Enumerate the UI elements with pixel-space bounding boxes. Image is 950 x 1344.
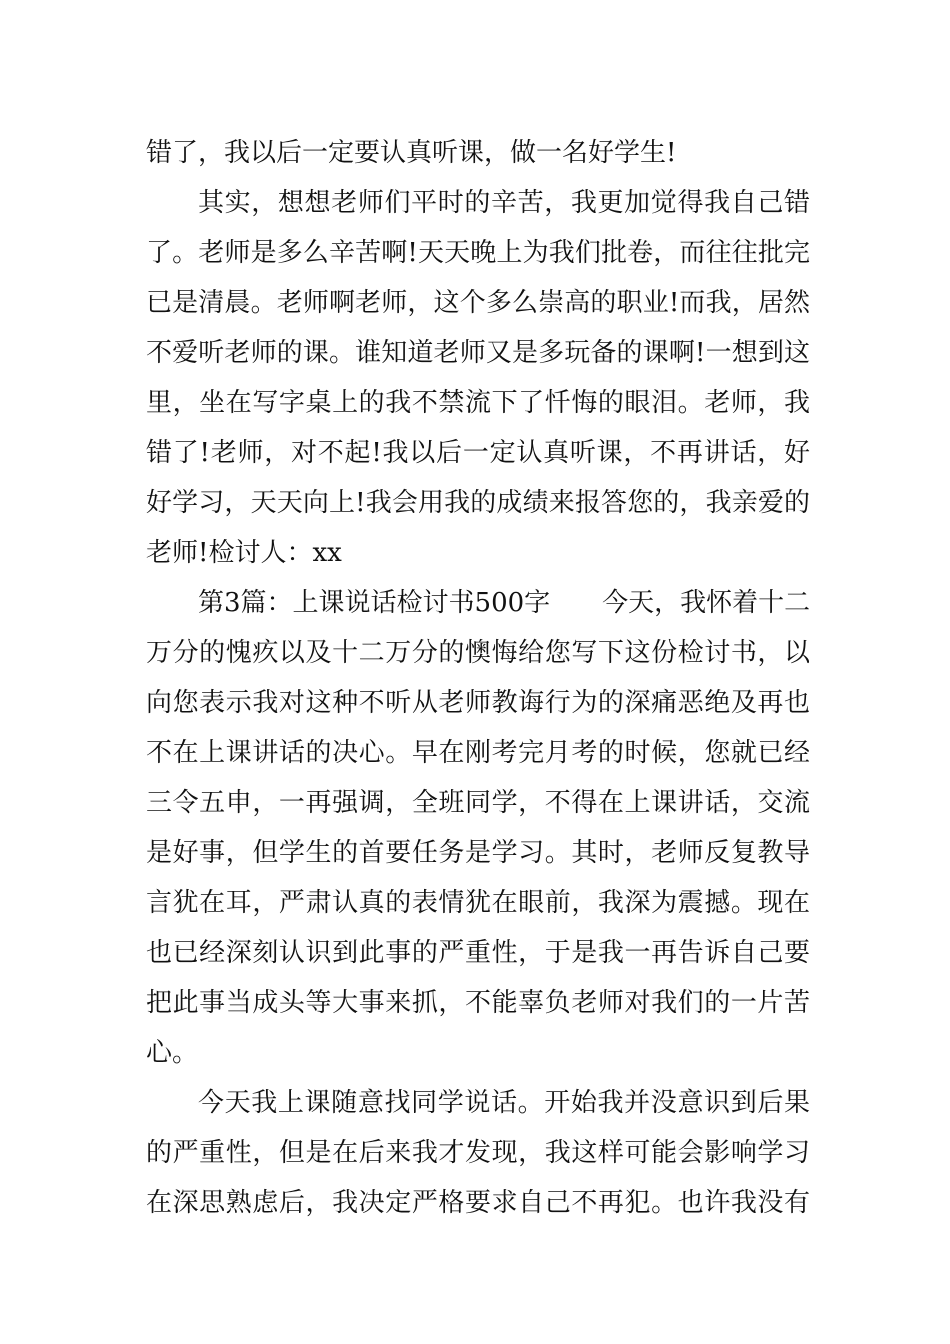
paragraph-line: 了。老师是多么辛苦啊!天天晚上为我们批卷，而往往批完 (146, 238, 810, 268)
paragraph-line: 在深思熟虑后，我决定严格要求自己不再犯。也许我没有 (146, 1188, 810, 1218)
paragraph-line: 已是清晨。老师啊老师，这个多么崇高的职业!而我，居然 (146, 288, 810, 318)
paragraph-line: 今天我上课随意找同学说话。开始我并没意识到后果 (198, 1088, 810, 1118)
section-heading-line (146, 578, 810, 628)
section-heading-tail: 今天，我怀着十二 (602, 588, 810, 618)
paragraph-line: 不爱听老师的课。谁知道老师又是多玩备的课啊!一想到这 (146, 338, 810, 368)
paragraph-line: 里，坐在写字桌上的我不禁流下了忏悔的眼泪。老师，我 (146, 388, 810, 418)
paragraph-line: 是好事，但学生的首要任务是学习。其时，老师反复教导 (146, 838, 810, 868)
paragraph-line: 向您表示我对这种不听从老师教诲行为的深痛恶绝及再也 (146, 688, 810, 718)
paragraph-line: 其实，想想老师们平时的辛苦，我更加觉得我自己错 (198, 188, 810, 218)
paragraph-line: 不在上课讲话的决心。早在刚考完月考的时候，您就已经 (146, 738, 810, 768)
paragraph-line: 老师!检讨人：xx (146, 538, 342, 568)
paragraph-line: 的严重性，但是在后来我才发现，我这样可能会影响学习 (146, 1138, 810, 1168)
paragraph-line: 把此事当成头等大事来抓，不能辜负老师对我们的一片苦 (146, 988, 810, 1018)
paragraph-line: 万分的愧疚以及十二万分的懊悔给您写下这份检讨书，以 (146, 638, 810, 668)
paragraph-line: 也已经深刻认识到此事的严重性，于是我一再告诉自己要 (146, 938, 810, 968)
document-body (146, 128, 810, 1228)
paragraph-line: 错了!老师，对不起!我以后一定认真听课，不再讲话，好 (146, 438, 810, 468)
paragraph-line: 好学习，天天向上!我会用我的成绩来报答您的，我亲爱的 (146, 488, 810, 518)
paragraph-line: 言犹在耳，严肃认真的表情犹在眼前，我深为震撼。现在 (146, 888, 810, 918)
paragraph-line: 错了，我以后一定要认真听课，做一名好学生! (146, 138, 677, 168)
paragraph-line: 心。 (146, 1038, 199, 1068)
paragraph-line: 三令五申，一再强调，全班同学，不得在上课讲话，交流 (146, 788, 810, 818)
section-heading: 第3篇：上课说话检讨书500字 (198, 588, 551, 618)
